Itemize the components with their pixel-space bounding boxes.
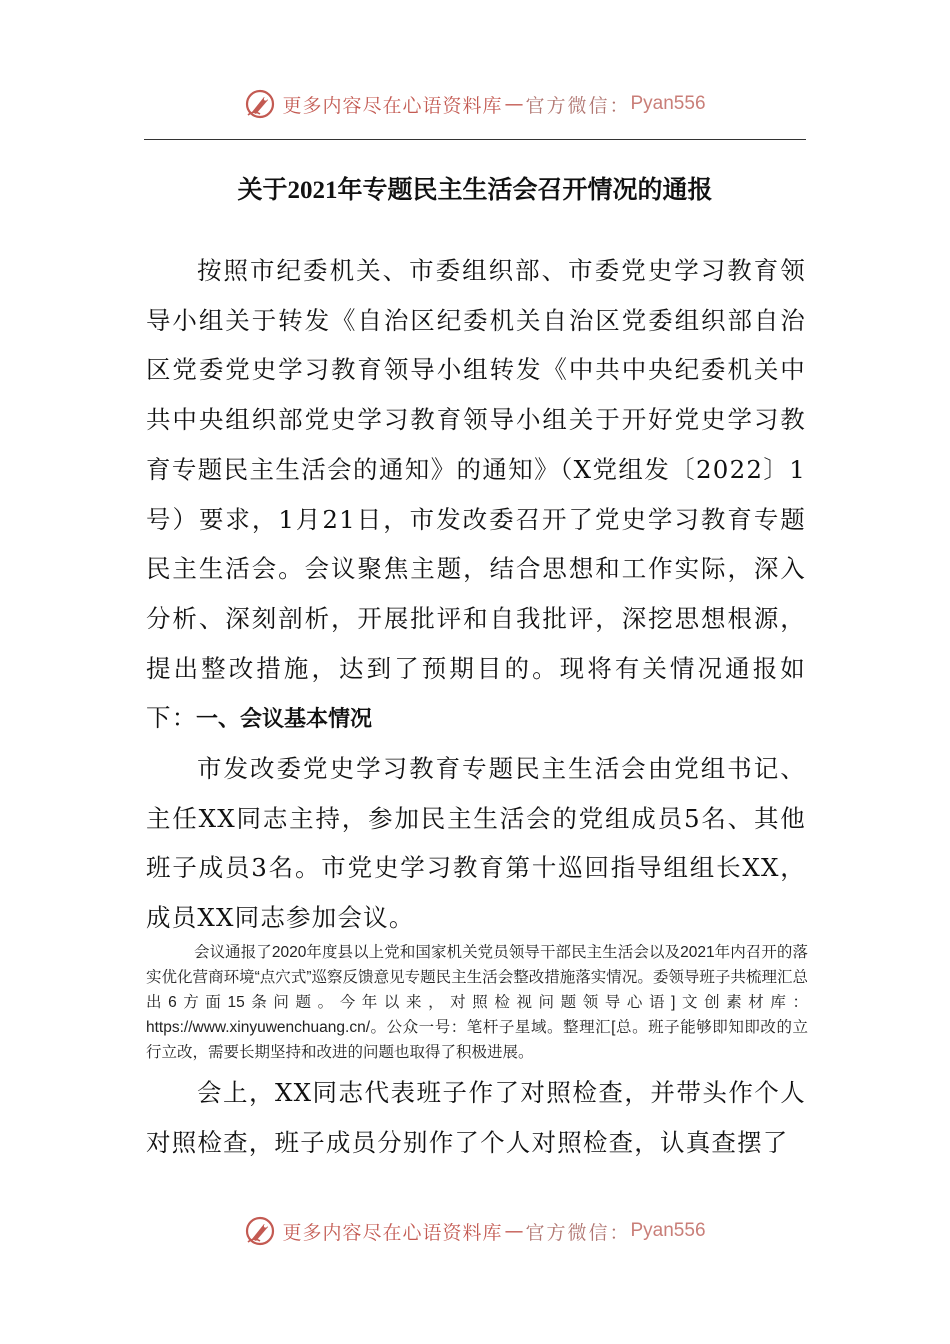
footer-watermark	[0, 1211, 950, 1251]
watermark-brand-text: 更多内容尽在心语资料库	[282, 94, 503, 117]
document-title: 关于2021年专题民主生活会召开情况的通报	[237, 177, 713, 204]
watermark-brand-text: 更多内容尽在心语资料库	[282, 1221, 503, 1244]
watermark-contact-id: Pyan556	[630, 1220, 706, 1241]
section1-paragraph: 市发改委党史学习教育专题民主生活会由党组书记、主任XX同志主持，参加民主生活会的党组成员5名、其他班子成员3名。市党史学习教育第十巡回指导组组长XX，成员XX同志参加会议。	[146, 754, 806, 933]
intro-paragraph: 按照市纪委机关、市委组织部、市委党史学习教育领导小组关于转发《自治区纪委机关自治区党委组织部自治区党委党史学习教育领导小组转发《中共中央纪委机关中共中央组织部党史学习教育领导小组关于开好党史学习教育专题民主生活会的通知》的通知》（X党组发〔2022〕1号）要求，1月21日，市发改委召开了党史学习教育专题民主生活会。会议聚焦主题，结合思想和工作实际，深入分析、深刻剖析，开展批评和自我批评，深挖思想根源，提出整改措施，达到了预期目的。现将有关情况通报如下：	[146, 256, 806, 733]
meeting-paragraph: 会上，XX同志代表班子作了对照检查，并带头作个人对照检查，班子成员分别作了个人对照检查，认真查摆了	[146, 1078, 806, 1157]
watermark-contact-label: 官方微信：	[525, 1221, 631, 1244]
small-print-paragraph: 会议通报了2020年度县以上党和国家机关党员领导干部民主生活会以及2021年内召开的落实优化营商环境“点穴式”巡察反馈意见专题民主生活会整改措施落实情况。委领导班子共梳理汇总出6方面15条问题。今年以来，对照检视问题领导心语]文创素材库：https://www.xinyuwenchuang.cn/。公众一号：笔杆子星域。整理汇[总。班子能够即知即改的立行立改，需要长期坚持和改进的问题也取得了积极进展。	[146, 944, 808, 1061]
header-divider	[144, 139, 806, 140]
watermark-contact-label: 官方微信：	[525, 94, 631, 117]
watermark-contact-id: Pyan556	[630, 93, 706, 114]
pen-nib-circle-icon	[244, 88, 276, 120]
watermark-separator: —	[504, 93, 524, 115]
pen-nib-circle-icon	[244, 1215, 276, 1247]
watermark-separator: —	[504, 1220, 524, 1242]
header-watermark	[0, 84, 950, 124]
section-heading-basic-info: 一、会议基本情况	[196, 707, 373, 732]
